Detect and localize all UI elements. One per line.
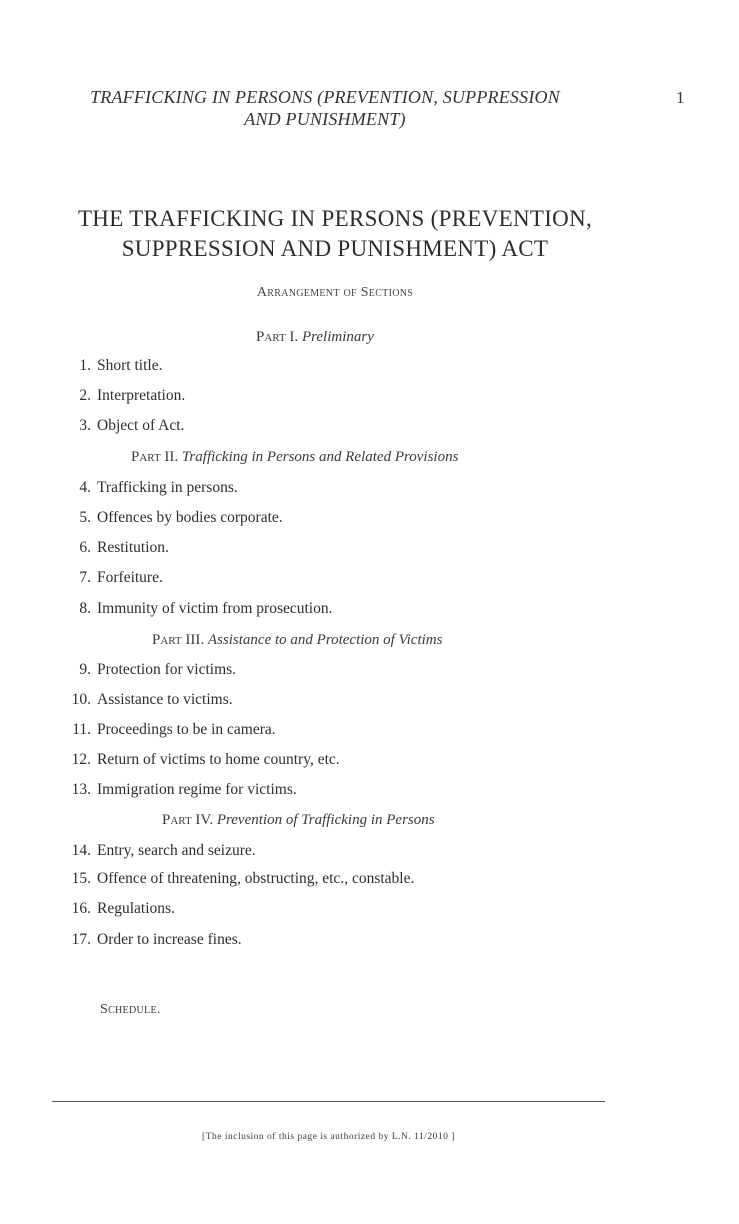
section-number: 4. [79,479,91,496]
section-item [56,479,238,497]
section-item [56,357,162,375]
section-number: 7. [79,569,91,586]
schedule-heading: Schedule. [100,1002,161,1017]
page-number: 1 [676,88,685,107]
part-heading [131,449,458,466]
section-title: Proceedings to be in camera. [97,721,276,738]
arrangement-of-sections-heading: Arrangement of Sections [256,285,414,300]
section-number: 3. [79,417,91,434]
section-title: Immunity of victim from prosecution. [97,600,333,617]
section-title: Short title. [97,357,163,374]
section-title: Protection for victims. [97,661,237,678]
part-label: Part I. [256,329,299,345]
footer-authorization-note: [The inclusion of this page is authorized by L.N. 11/2010 ] [202,1132,455,1142]
section-title: Return of victims to home country, etc. [97,751,340,768]
section-number: 13. [71,781,91,798]
section-item [56,387,185,405]
running-head-line-1: TRAFFICKING IN PERSONS (PREVENTION, SUPPRESSION [90,87,560,107]
part-label: Part III. [152,632,205,648]
part-title: Assistance to and Protection of Victims [207,632,443,648]
section-title: Interpretation. [97,387,186,404]
section-item [56,539,169,557]
section-item [56,870,414,888]
section-title: Object of Act. [97,417,185,434]
act-title-line-1: THE TRAFFICKING IN PERSONS (PREVENTION, [77,206,593,231]
act-title [40,204,630,264]
section-title: Entry, search and seizure. [97,842,256,859]
section-item [56,417,184,435]
footer-divider [52,1101,605,1102]
part-heading [162,812,435,829]
section-title: Order to increase fines. [97,931,242,948]
part-heading [152,632,442,649]
section-title: Trafficking in persons. [97,479,238,496]
section-number: 2. [79,387,91,404]
section-item [56,661,236,679]
section-number: 1. [79,357,91,374]
section-item [56,600,332,618]
section-title: Immigration regime for victims. [97,781,297,798]
section-item [56,691,233,709]
section-item [56,931,242,949]
section-title: Offences by bodies corporate. [97,509,283,526]
section-number: 6. [79,539,91,556]
section-item [56,569,163,587]
running-head-line-2: AND PUNISHMENT) [244,109,406,129]
section-title: Assistance to victims. [97,691,233,708]
section-title: Offence of threatening, obstructing, etc., constable. [97,870,415,887]
section-title: Regulations. [97,900,175,917]
section-number: 17. [71,931,91,948]
running-head [40,86,610,130]
act-title-line-2: SUPPRESSION AND PUNISHMENT) ACT [121,236,549,261]
section-item [56,509,283,527]
section-title: Forfeiture. [97,569,163,586]
section-item [56,781,297,799]
section-title: Restitution. [97,539,169,556]
section-number: 10. [71,691,91,708]
section-item [56,751,340,769]
part-label: Part IV. [162,812,214,828]
part-heading [256,329,374,346]
section-item [56,900,175,918]
section-number: 8. [79,600,91,617]
section-item [56,842,256,860]
section-number: 5. [79,509,91,526]
section-number: 14. [71,842,91,859]
section-number: 12. [71,751,91,768]
part-label: Part II. [131,449,179,465]
section-number: 15. [71,870,91,887]
section-number: 16. [71,900,91,917]
part-title: Preliminary [301,329,374,345]
section-item [56,721,276,739]
part-title: Trafficking in Persons and Related Provisions [181,449,459,465]
section-number: 11. [72,721,91,738]
section-number: 9. [79,661,91,678]
part-title: Prevention of Trafficking in Persons [216,812,435,828]
